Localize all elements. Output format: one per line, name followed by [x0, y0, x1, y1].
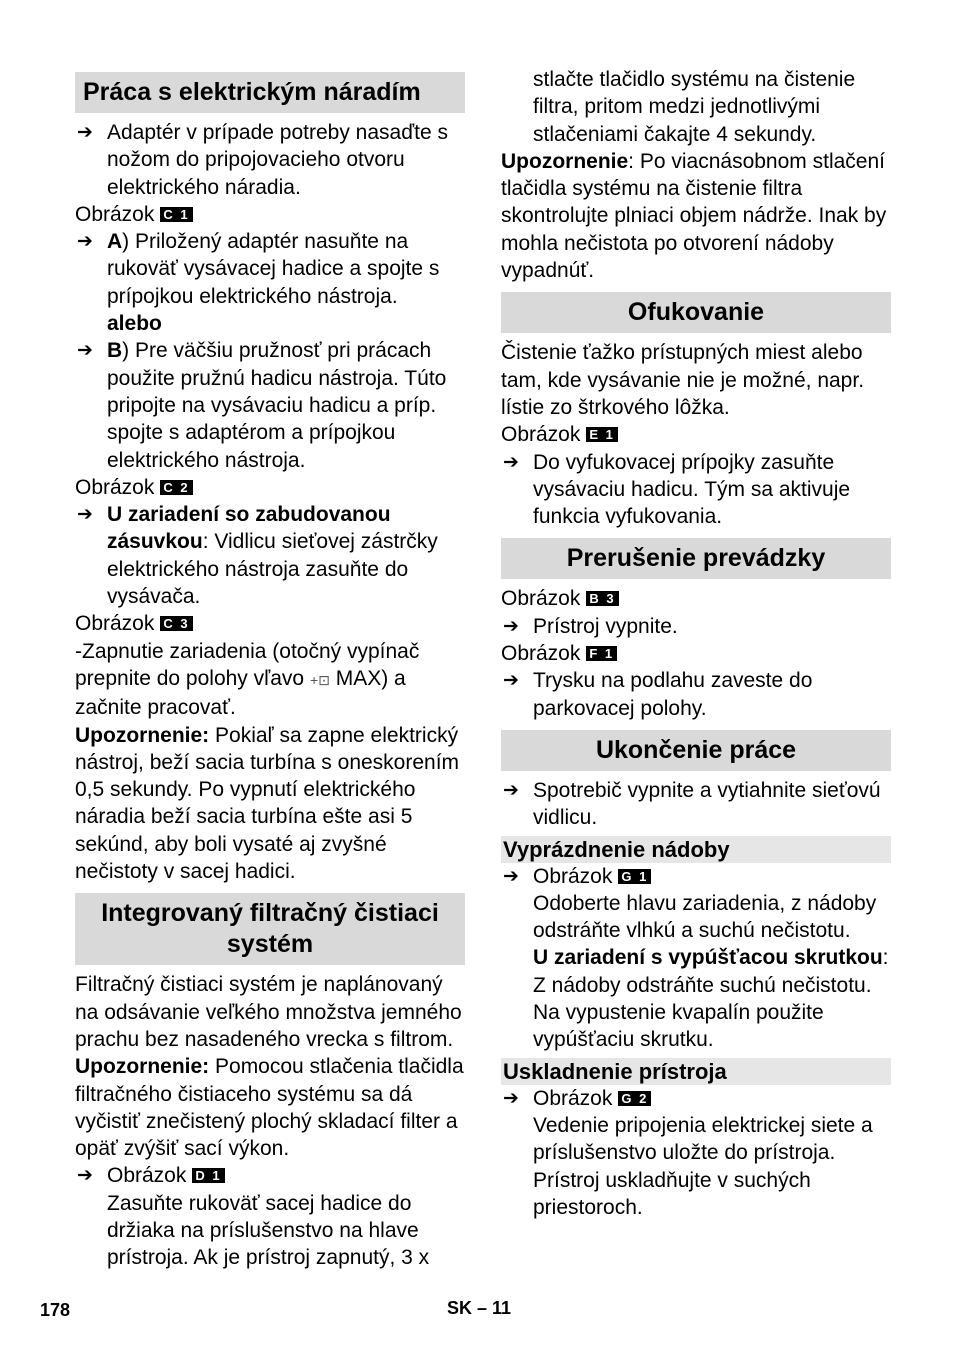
arrow-icon: ➔: [503, 670, 519, 692]
note: Upozornenie: Pokiaľ sa zapne elektrický nástroj, beží sacia turbína s oneskorením 0,5 sekundy. Po vypnutí elektrického náradia beží sacia turbína ešte asi 5 sekúnd, aby boli vysaté aj zvyšné nečistoty v sacej hadici.: [75, 723, 460, 884]
figure-ref: Obrázok E 1: [501, 421, 891, 448]
paragraph: -Zapnutie zariadenia (otočný vypínač prepnite do polohy vľavo +⊡ MAX) a začnite pracovať.: [75, 639, 420, 720]
arrow-icon: ➔: [77, 231, 93, 253]
paragraph: Odoberte hlavu zariadenia, z nádoby odstráňte vlhkú a suchú nečistotu.: [533, 891, 877, 943]
list-item: ➔ Trysku na podlahu zaveste do parkovacej polohy.: [503, 669, 813, 720]
paragraph: Vedenie pripojenia elektrickej siete a príslušenstvo uložte do prístroja. Prístroj uskladňujte v suchých priestoroch.: [533, 1113, 873, 1219]
heading-prerusenie: Prerušenie prevádzky: [501, 538, 891, 579]
heading-uskladnenie: Uskladnenie prístroja: [501, 1058, 891, 1085]
figure-ref: Obrázok C 2: [75, 474, 465, 501]
arrow-icon: ➔: [77, 1165, 93, 1187]
figure-tag: C 2: [160, 480, 192, 495]
note: Upozornenie: Po viacnásobnom stlačení tlačidla systému na čistenie filtra skontrolujte plniaci objem nádrže. Inak by mohla nečistota po otvorení nádoby vypadnúť.: [501, 149, 887, 283]
arrow-icon: ➔: [77, 122, 93, 143]
figure-tag: C 1: [160, 207, 192, 222]
paragraph: U zariadení s vypúšťacou skrutkou: Z nádoby odstráňte suchú nečistotu. Na vypustenie kvapalín použite vypúšťaciu skrutku.: [533, 946, 889, 1052]
heading-ukoncenie: Ukončenie práce: [501, 730, 891, 771]
list-item: ➔ Obrázok G 1: [501, 863, 891, 890]
list-item: ➔ Do vyfukovacej prípojky zasuňte vysávaciu hadicu. Tým sa aktivuje funkcia vyfukovania.: [503, 450, 851, 529]
section-label: SK – 11: [447, 1298, 512, 1318]
list-item: ➔ A) Priložený adaptér nasuňte na rukoväť vysávacej hadice a spojte s prípojkou elektrického nástroja. alebo: [77, 230, 440, 336]
figure-tag: E 1: [586, 427, 618, 442]
list-item: ➔ Obrázok D 1: [75, 1162, 465, 1189]
figure-tag: G 2: [618, 1091, 651, 1106]
heading-praca: Práca s elektrickým náradím: [75, 72, 465, 113]
list-item: ➔ B) Pre väčšiu pružnosť pri prácach použite pružnú hadicu nástroja. Túto pripojte na vysávaciu hadicu a príp. spojte s adaptérom a prípojkou elektrického nástroja.: [77, 339, 447, 472]
arrow-icon: ➔: [503, 1087, 519, 1109]
heading-integrovany: Integrovaný filtračný čistiaci systém: [75, 893, 465, 965]
figure-tag: G 1: [618, 869, 651, 884]
figure-ref: Obrázok C 3: [75, 610, 465, 637]
figure-tag: F 1: [586, 646, 617, 661]
list-item: ➔ U zariadení so zabudovanou zásuvkou: Vidlicu sieťovej zástrčky elektrického nástroja zasuňte do vysávača.: [77, 503, 438, 609]
list-item: ➔ Spotrebič vypnite a vytiahnite sieťovú vidlicu.: [503, 778, 881, 830]
note: Upozornenie: Pomocou stlačenia tlačidla filtračného čistiaceho systému sa dá vyčistiť znečistený plochý skladací filter a opäť zvýšiť sací výkon.: [75, 1055, 464, 1161]
figure-tag: D 1: [192, 1168, 224, 1183]
figure-tag: B 3: [586, 591, 618, 606]
left-column: [75, 72, 465, 1272]
right-column: [501, 66, 891, 1221]
paragraph: stlačte tlačidlo systému na čistenie filtra, pritom medzi jednotlivými stlačeniami čakajte 4 sekundy.: [533, 68, 856, 146]
arrow-icon: ➔: [503, 451, 519, 473]
alebo-label: alebo: [107, 312, 162, 336]
paragraph: Zasuňte rukoväť sacej hadice do držiaka na príslušenstvo na hlave prístroja. Ak je prístroj zapnutý, 3 x: [107, 1191, 430, 1270]
heading-vyprazdnenie: Vyprázdnenie nádoby: [501, 836, 891, 863]
page-number: 178: [40, 1300, 71, 1320]
heading-ofukovanie: Ofukovanie: [501, 292, 891, 333]
list-item: ➔ Prístroj vypnite.: [501, 613, 891, 640]
arrow-icon: ➔: [503, 865, 519, 887]
arrow-icon: ➔: [503, 779, 519, 801]
arrow-icon: ➔: [77, 340, 93, 362]
arrow-icon: ➔: [503, 615, 519, 637]
switch-position-icon: +⊡: [309, 671, 330, 688]
figure-tag: C 3: [160, 616, 192, 631]
list-item: ➔ Adaptér v prípade potreby nasaďte s nožom do pripojovacieho otvoru elektrického náradia.: [77, 121, 448, 199]
arrow-icon: ➔: [77, 504, 93, 526]
figure-ref: Obrázok C 1: [75, 201, 465, 228]
figure-ref: Obrázok F 1: [501, 640, 891, 667]
paragraph: Čistenie ťažko prístupných miest alebo tam, kde vysávanie nie je možné, napr. lístie zo štrkového lôžka.: [501, 341, 865, 419]
list-item: ➔ Obrázok G 2: [501, 1085, 891, 1112]
figure-ref: Obrázok B 3: [501, 585, 891, 612]
paragraph: Filtračný čistiaci systém je naplánovaný na odsávanie veľkého množstva jemného prachu bez nasadeného vrecka s filtrom.: [75, 973, 462, 1051]
